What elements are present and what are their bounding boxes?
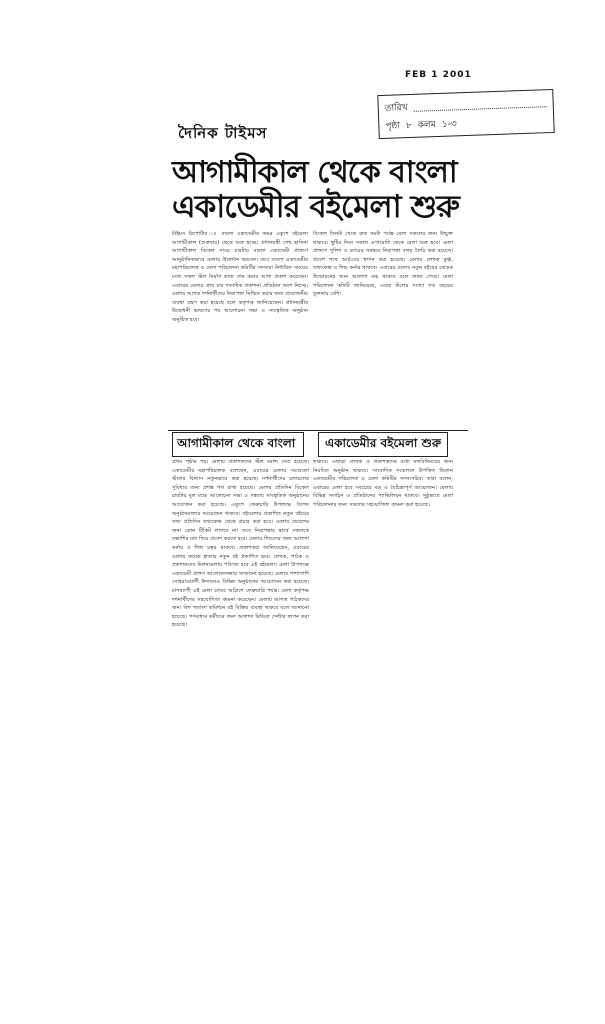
stamp-date-label: তারিখ bbox=[384, 103, 408, 114]
stamp-date-dots bbox=[413, 98, 546, 112]
newspaper-name: দৈনিক টাইমস bbox=[178, 124, 268, 142]
stamp-column-value: ১-৩ bbox=[441, 119, 457, 130]
continuation-title-right: একাডেমীর বইমেলা শুরু bbox=[318, 432, 448, 457]
stamp-page-value: ৮ bbox=[405, 120, 412, 132]
stamp-column-label: কলম bbox=[417, 120, 436, 131]
headline-line-2: একাডেমীর বইমেলা শুরু bbox=[172, 189, 459, 225]
stamp-page-line bbox=[385, 113, 547, 134]
article-column-d: থাকবে। এছাড়া লেখক ও প্রকাশকদের মধ্যে মতবিনিময়ের জন্য নিয়মিত অনুষ্ঠান থাকবে। সাংবাদিক সম্মেলনে উপস্থিত ছিলেন একাডেমীর পরিচালক ও মেলা কমিটির সদস্যসচিব। তারা বলেন, এবারের মেলা হবে সবচেয়ে বড় ও বৈচিত্র্যপূর্ণ আয়োজন। মেলায় বিভিন্ন সংগঠন ও প্রতিষ্ঠানের প্যাভিলিয়ন থাকবে। সুষ্ঠুভাবে মেলা পরিচালনার জন্য সকলের সহযোগিতা কামনা করা হয়েছে। bbox=[313, 459, 453, 508]
article-column-b: বিকেল তিনটা থেকে রাত নয়টা পর্যন্ত মেলা সকলের জন্য উন্মুক্ত থাকবে। ছুটির দিনে সকাল এগারোটা থেকে মেলা শুরু হবে। মেলা প্রাঙ্গণে পুলিশ ও র‌্যাবের সমন্বয়ে নিরাপত্তা বলয় তৈরি করা হয়েছে। প্রবেশ পথে আর্চওয়ে স্থাপন করা হয়েছে। মেলায় লেখক কুঞ্জ, তথ্যকেন্দ্র ও শিশু কর্নার থাকবে। এবারের মেলায় নতুন বইয়ের মোড়ক উন্মোচনের জন্য আলাদা মঞ্চ থাকবে বলে জানা গেছে। মেলা পরিচালনা কমিটি জানিয়েছে, এবার স্টলের সংখ্যা গত বছরের তুলনায় বেশি। bbox=[313, 231, 453, 298]
stamp-page-label: পৃষ্ঠা bbox=[385, 121, 401, 132]
article-column-c: প্রথম পৃষ্ঠার পর। মেলায় প্রকাশকদের স্টল বরাদ্দ দেয়া হয়েছে। একাডেমীর মহাপরিচালক বলেছেন, এবারের মেলায় সবগুলো স্টলের বিন্যাস নতুনভাবে করা হয়েছে। দর্শনার্থীদের চলাচলের সুবিধার জন্য প্রশস্ত পথ রাখা হয়েছে। মেলায় প্রতিদিন বিকেল চারটায় মূল মঞ্চে আলোচনা সভা ও সন্ধ্যায় সাংস্কৃতিক অনুষ্ঠানের আয়োজন করা হয়েছে। একুশে ফেব্রুয়ারি উপলক্ষে বিশেষ অনুষ্ঠানমালার আয়োজন থাকবে। বইমেলায় প্রকাশিত নতুন বইয়ের তথ্য প্রতিদিন তথ্যকেন্দ্র থেকে প্রচার করা হবে। মেলায় প্রবেশের জন্য কোন টিকিট লাগবে না। তবে নিরাপত্তার স্বার্থে সকলকে তল্লাশির মধ্য দিয়ে প্রবেশ করতে হবে। মেলায় শিশুদের জন্য আলাদা কর্নার ও শিশু চত্বর থাকবে। প্রকাশকরা জানিয়েছেন, এবারের মেলায় কয়েক হাজার নতুন বই প্রকাশিত হবে। লেখক, পাঠক ও প্রকাশকদের মিলনমেলায় পরিণত হবে এই বইমেলা। মেলা উপলক্ষে একাডেমী প্রাঙ্গণ আলোকসজ্জায় সাজানো হয়েছে। মেলার পাশাপাশি সোহরাওয়ার্দী উদ্যানেও বিভিন্ন অনুষ্ঠানের আয়োজন করা হয়েছে। মাসব্যাপী এই মেলা চলবে আঠাশে ফেব্রুয়ারি পর্যন্ত। মেলা কর্তৃপক্ষ দর্শনার্থীদের সহযোগিতা কামনা করেছেন। মেলায় আগত পাঠকদের জন্য বিশ শতাংশ কমিশনে বই বিক্রির ব্যবস্থা থাকবে বলে জানানো হয়েছে। গণমাধ্যম কর্মীদের জন্য আলাদা মিডিয়া সেন্টার স্থাপন করা হয়েছে। bbox=[172, 459, 309, 629]
continuation-title-left: আগামীকাল থেকে বাংলা bbox=[172, 432, 304, 457]
stamp-date-line bbox=[384, 95, 546, 116]
headline-line-1: আগামীকাল থেকে বাংলা bbox=[172, 155, 457, 190]
article-column-a: টাইমস রিপোর্টার ঃ বাংলা একাডেমীর অমর একুশে বইমেলা আগামীকাল (শুক্রবার) থেকে শুরু হচ্ছে। প্রধানমন্ত্রী শেখ হাসিনা আগামীকাল বিকেল সাড়ে চারটায় বাংলা একাডেমী প্রাঙ্গণে আনুষ্ঠানিকভাবে মেলার উদ্বোধন করবেন। তবে বাংলা একাডেমীর মহাপরিচালক ও মেলা পরিচালনা কমিটির সদস্যরা নির্ধারিত সময়ের মধ্যে সকল স্টল নির্মাণ কাজ শেষ করার আশা প্রকাশ করেছেন। এবারের মেলায় প্রায় চার শতাধিক প্রকাশনা প্রতিষ্ঠান অংশ নিচ্ছে। মেলায় আগত দর্শনার্থীদের নিরাপত্তা নিশ্চিত করার জন্য প্রয়োজনীয় ব্যবস্থা গ্রহণ করা হয়েছে বলে কর্তৃপক্ষ জানিয়েছেন। প্রধানমন্ত্রীর উদ্বোধনী ভাষণের পর আলোচনা সভা ও সাংস্কৃতিক অনুষ্ঠান অনুষ্ঠিত হবে। bbox=[172, 231, 308, 323]
archive-stamp bbox=[377, 89, 554, 139]
date-stamp: FEB 1 2001 bbox=[405, 70, 472, 80]
